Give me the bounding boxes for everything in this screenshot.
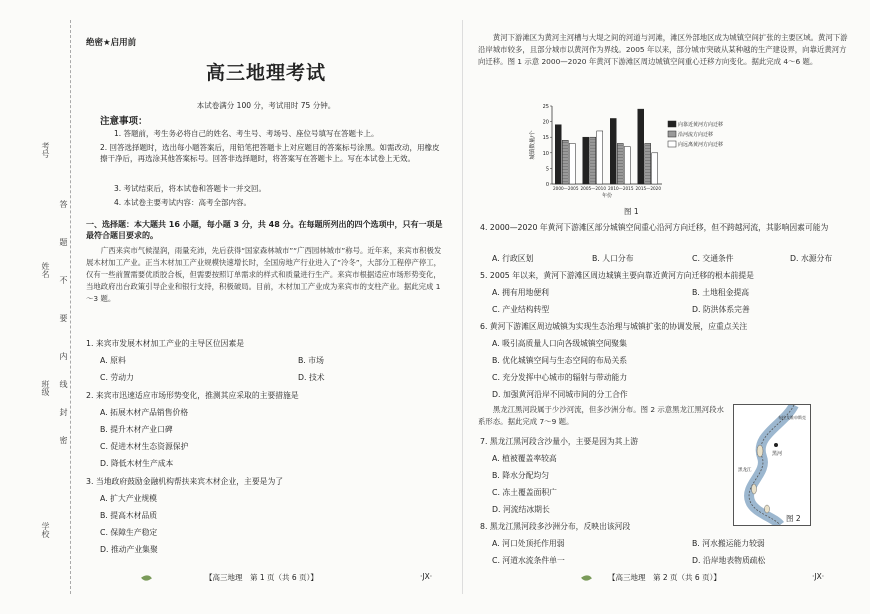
secret-mark: 绝密★启用前 xyxy=(86,38,137,48)
note-2: 2. 回答选择题时，选出每小题答案后，用铅笔把答题卡上对应题目的答案标号涂黑。如需改动，用橡皮擦干净后，再选涂其他答案标号。回答非选择题时，将答案写在答题卡上。写在本试卷上无效。 xyxy=(100,143,440,163)
q7-option-a[interactable]: A. 植被覆盖率较高 xyxy=(492,454,557,463)
bar xyxy=(597,131,603,184)
passage-3: 黑龙江黑河段属于少沙河流，但多沙洲分布。图 2 示意黑龙江黑河段水系形态。据此完成 7～9 题。 xyxy=(478,405,724,426)
q3-option-d[interactable]: D. 推动产业集聚 xyxy=(100,545,158,554)
y-tick-label: 10 xyxy=(542,150,549,157)
q4-option-b[interactable]: B. 人口分布 xyxy=(592,254,634,263)
question-4: 4. 2000—2020 年黄河下游滩区部分城镇空间重心沿河方向迁移，但不跨越河流，其影响因素可能为 xyxy=(480,223,829,232)
q2-option-b[interactable]: B. 提升木材产业口碑 xyxy=(100,425,173,434)
bar xyxy=(638,109,644,184)
bar xyxy=(610,118,616,184)
seal-char: 不 xyxy=(59,276,68,284)
bar xyxy=(569,143,575,184)
sandbar xyxy=(752,484,757,494)
q5-option-a[interactable]: A. 拥有用地便利 xyxy=(492,288,549,297)
x-axis-label: 年份 xyxy=(601,193,613,198)
station-label: 布拉戈维申斯克 xyxy=(778,415,806,420)
name-label: 姓名 xyxy=(41,262,50,278)
q8-option-c[interactable]: C. 河道水流条件单一 xyxy=(492,556,565,565)
bar xyxy=(590,137,596,184)
legend-label: 向远离黄河方向迁移 xyxy=(678,142,724,148)
q4-option-c[interactable]: C. 交通条件 xyxy=(692,254,734,263)
seal-char: 密 xyxy=(59,436,68,444)
q3-option-a[interactable]: A. 扩大产业规模 xyxy=(100,494,157,503)
note-3: 3. 考试结束后，将本试卷和答题卡一并交回。 xyxy=(114,184,267,193)
class-label: 班级 xyxy=(41,380,50,396)
bar xyxy=(645,143,651,184)
q5-option-c[interactable]: C. 产业结构转型 xyxy=(492,305,550,314)
y-tick-label: 5 xyxy=(545,166,549,173)
river-map-svg xyxy=(734,405,810,525)
q2-option-d[interactable]: D. 降低木材生产成本 xyxy=(100,459,174,468)
seal-char: 线 xyxy=(59,380,68,388)
sandbar xyxy=(765,505,770,513)
figure-2-map xyxy=(733,404,811,526)
leaf-icon xyxy=(141,573,152,583)
question-7: 7. 黑龙江黑河段含沙量小，主要是因为其上游 xyxy=(480,437,639,446)
bar xyxy=(583,137,589,184)
question-1: 1. 来宾市发展木材加工产业的主导区位因素是 xyxy=(86,339,245,348)
q8-option-b[interactable]: B. 河水搬运能力较弱 xyxy=(692,539,765,548)
exam-meta: 本试卷满分 100 分，考试用时 75 分钟。 xyxy=(196,101,336,110)
question-2: 2. 来宾市迅速适应市场形势变化，推测其应采取的主要措施是 xyxy=(86,391,299,400)
river-label: 黑龙江 xyxy=(738,468,752,473)
seal-char: 封 xyxy=(59,408,68,416)
question-8: 8. 黑龙江黑河段多沙洲分布，反映出该河段 xyxy=(480,522,631,531)
kaohao-label: 考号 xyxy=(41,142,50,158)
city-marker xyxy=(774,443,778,447)
exam-title: 高三地理考试 xyxy=(205,62,326,84)
q7-option-d[interactable]: D. 河流结冰期长 xyxy=(492,505,550,514)
city-label: 黑河 xyxy=(772,451,783,457)
legend-label: 沿河流方向迁移 xyxy=(678,132,714,138)
bar xyxy=(555,125,561,184)
bar xyxy=(652,153,658,184)
y-tick-label: 15 xyxy=(542,135,549,142)
q3-option-c[interactable]: C. 保障生产稳定 xyxy=(100,528,158,537)
question-6: 6. 黄河下游滩区周边城镇为实现生态治理与城镇扩张的协调发展，应重点关注 xyxy=(480,322,748,331)
bar xyxy=(617,143,623,184)
binding-margin xyxy=(0,0,78,614)
q3-option-b[interactable]: B. 提高木材品质 xyxy=(100,511,158,520)
q7-option-c[interactable]: C. 冻土覆盖面积广 xyxy=(492,488,557,497)
q4-option-a[interactable]: A. 行政区划 xyxy=(492,254,534,263)
seal-char: 答 xyxy=(59,200,68,208)
bar xyxy=(624,147,630,184)
section-heading: 一、选择题：本大题共 16 小题，每小题 3 分，共 48 分。在每题所列出的四个选项中，只有一项是最符合题目要求的。 xyxy=(86,220,443,240)
seal-char: 要 xyxy=(59,314,68,322)
chart-svg xyxy=(526,98,740,198)
x-tick-label: 2000—2005 xyxy=(552,186,579,191)
seal-char: 题 xyxy=(59,238,68,246)
river-channel xyxy=(749,405,794,525)
q7-option-b[interactable]: B. 降水分配均匀 xyxy=(492,471,550,480)
q1-option-b[interactable]: B. 市场 xyxy=(298,356,324,365)
passage-2: 黄河下游滩区为黄河主河槽与大堤之间的河道与河滩，滩区外部地区成为城镇空间扩张的主要区域。黄河下游沿岸城市较多，且部分城市以黄河作为界线。2005 年以来，部分城市突破从某种越的生产建设界，向靠近黄河方向迁移。图 1 示意 2000—2020 年黄河下游滩区周边城镇空间重心迁移方向变化。据此完成 4～6 题。 xyxy=(478,33,848,66)
legend-label: 向靠近黄河方向迁移 xyxy=(678,122,724,128)
passage-1: 广西来宾市气候湿润，雨量充沛，先后获得“国家森林城市”“广西园林城市”称号。近年来，来宾市积极发展木材加工产业。正当木材加工产业规模快速增长时，全国房地产行业进入了“冷冬”，大部分工程停产停工，仅有一些前置需要优质胶合板，但需要按照订单需求的样式和质量进行生产。来宾市根据适应市场形势变化，当地政府出台政策引导企业和银行支持，积极破局。目前，木材加工产业成为来宾市的支柱产业。据此完成 1～3 题。 xyxy=(86,246,442,303)
footer-right-code: ·JX· xyxy=(812,572,825,581)
school-label: 学校 xyxy=(41,522,50,538)
footer-left: 【高三地理 第 1 页（共 6 页）】 xyxy=(205,573,318,582)
q2-option-c[interactable]: C. 促进木材生态资源保护 xyxy=(100,442,189,451)
y-tick-label: 20 xyxy=(542,119,549,126)
q5-option-b[interactable]: B. 土地租金提高 xyxy=(692,288,750,297)
legend-swatch xyxy=(668,141,676,147)
q8-option-d[interactable]: D. 沿岸地表物质疏松 xyxy=(692,556,766,565)
footer-left-code: ·JX· xyxy=(420,572,433,581)
q6-option-d[interactable]: D. 加强黄河沿岸不同城市间的分工合作 xyxy=(492,390,628,399)
y-tick-label: 25 xyxy=(542,104,549,110)
x-tick-label: 2015—2020 xyxy=(635,186,662,191)
note-1: 1. 答题前，考生务必将自己的姓名、考生号、考场号、座位号填写在答题卡上。 xyxy=(114,129,379,138)
legend-swatch xyxy=(668,131,676,137)
notes-heading: 注意事项： xyxy=(100,116,148,127)
y-axis-label: 城镇数量/个 xyxy=(530,130,536,160)
sandbar xyxy=(757,445,763,457)
x-tick-label: 2010—2015 xyxy=(607,186,634,191)
bar xyxy=(562,140,568,184)
q1-option-d[interactable]: D. 技术 xyxy=(298,373,325,382)
seal-char: 内 xyxy=(59,352,68,360)
q8-option-a[interactable]: A. 河口处顶托作用弱 xyxy=(492,539,565,548)
legend-swatch xyxy=(668,121,676,127)
q6-option-b[interactable]: B. 优化城镇空间与生态空间的布局关系 xyxy=(492,356,628,365)
figure-1-chart xyxy=(526,98,740,198)
page-divider xyxy=(462,20,463,594)
q6-option-c[interactable]: C. 充分发挥中心城市的辐射与带动能力 xyxy=(492,373,628,382)
seal-line xyxy=(70,20,71,594)
footer-right: 【高三地理 第 2 页（共 6 页）】 xyxy=(608,573,721,582)
q1-option-c[interactable]: C. 劳动力 xyxy=(100,373,134,382)
q1-option-a[interactable]: A. 原料 xyxy=(100,356,126,365)
q4-option-d[interactable]: D. 水源分布 xyxy=(790,254,833,263)
figure-2-caption: 图 2 xyxy=(786,514,801,523)
note-4: 4. 本试卷主要考试内容：高考全部内容。 xyxy=(114,198,252,207)
q5-option-d[interactable]: D. 防洪体系完善 xyxy=(692,305,750,314)
q6-option-a[interactable]: A. 吸引高质量人口向各级城镇空间聚集 xyxy=(492,339,627,348)
question-5: 5. 2005 年以来，黄河下游滩区周边城镇主要向靠近黄河方向迁移的根本前提是 xyxy=(480,271,754,280)
question-3: 3. 当地政府鼓励金融机构帮扶来宾木材企业，主要是为了 xyxy=(86,477,284,486)
figure-1-caption: 图 1 xyxy=(624,207,639,216)
q2-option-a[interactable]: A. 拓展木材产品销售价格 xyxy=(100,408,189,417)
x-tick-label: 2005—2010 xyxy=(580,186,607,191)
leaf-icon xyxy=(581,573,592,583)
y-tick-label: 0 xyxy=(545,182,549,188)
